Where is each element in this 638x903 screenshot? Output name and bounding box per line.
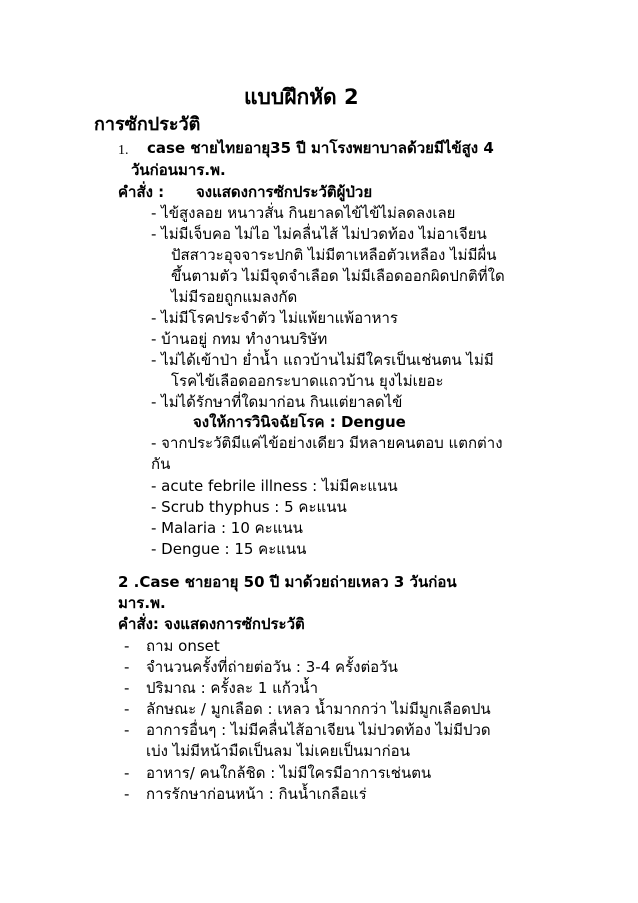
case2-bullet-text: ลักษณะ / มูกเลือด : เหลว น้ำมากกว่า ไม่มีมูกเลือดปน <box>146 700 491 718</box>
case1-score-3: - Malaria : 10 คะแนน <box>151 519 303 537</box>
case1-bullet-6: - ไม่ได้รักษาที่ใดมาก่อน กินแต่ยาลดไข้ <box>151 393 403 411</box>
case2-bullet <box>124 763 431 783</box>
case2-bullet-dash: - <box>124 679 130 697</box>
case2-bullet-text: การรักษาก่อนหน้า : กินน้ำเกลือแร่ <box>146 785 367 803</box>
case2-bullet-text: อาหาร/ คนใกล้ชิด : ไม่มีใครมีอาการเช่นตน <box>146 764 432 782</box>
case1-bullet-4: - บ้านอยู่ กทม ทำงานบริษัท <box>151 330 328 348</box>
case2-bullet <box>124 720 491 740</box>
case1-instruction-text: จงแสดงการซักประวัติผู้ป่วย <box>196 183 373 201</box>
case2-bullet-text: อาการอื่นๆ : ไม่มีคลื่นไส้อาเจียน ไม่ปวดท้อง ไม่มีปวด <box>146 721 491 739</box>
page-title: แบบฝึกหัด 2 <box>244 85 359 109</box>
case2-bullet-dash: - <box>124 721 130 739</box>
case1-answer-note-2: กัน <box>151 455 171 473</box>
section-heading: การซักประวัติ <box>94 114 201 135</box>
case2-bullet-text: ปริมาณ : ครั้งละ 1 แก้วน้ำ <box>146 679 318 697</box>
case1-diagnosis: จงให้การวินิจฉัยโรค : Dengue <box>193 413 406 431</box>
case1-number: 1. <box>118 143 129 158</box>
case2-bullet-text: เบ่ง ไม่มีหน้ามืดเป็นลม ไม่เคยเป็นมาก่อน <box>146 742 410 760</box>
case2-bullet-dash: - <box>124 658 130 676</box>
case1-bullet-2-cont-2: ขึ้นตามตัว ไม่มีจุดจำเลือด ไม่มีเลือดออกผิดปกติที่ใด <box>171 267 505 285</box>
case2-bullet-dash: - <box>124 785 130 803</box>
case1-score-2: - Scrub thyphus : 5 คะแนน <box>151 498 347 516</box>
case1-bullet-1: - ไข้สูงลอย หนาวสั่น กินยาลดไข้ไข้ไม่ลดลงเลย <box>151 204 456 222</box>
case2-instruction: คำสั่ง: จงแสดงการซักประวัติ <box>118 615 305 633</box>
case1-bullet-2-cont-1: ปัสสาวะอุจจาระปกติ ไม่มีตาเหลือตัวเหลือง ไม่มีผื่น <box>171 246 497 264</box>
case2-bullet-dash: - <box>124 637 130 655</box>
case2-bullet <box>124 636 220 656</box>
case2-bullet-dash: - <box>124 764 130 782</box>
case2-bullet <box>124 784 367 804</box>
case1-bullet-5: - ไม่ได้เข้าป่า ย่ำน้ำ แถวบ้านไม่มีใครเป็นเช่นตน ไม่มี <box>151 351 494 369</box>
case2-bullet <box>124 657 398 677</box>
case1-instruction-label: คำสั่ง : <box>118 183 165 201</box>
case2-bullet <box>124 699 491 719</box>
case2-bullet <box>124 678 318 698</box>
case1-bullet-2: - ไม่มีเจ็บคอ ไม่ไอ ไม่คลื่นไส้ ไม่ปวดท้อง ไม่อาเจียน <box>151 225 487 243</box>
case1-line1: case ชายไทยอายุ35 ปี มาโรงพยาบาลด้วยมีไข้สูง 4 <box>147 139 494 157</box>
case2-bullet-dash: - <box>124 700 130 718</box>
case2-line2: มาร.พ. <box>118 594 166 612</box>
case2-bullet-text: จำนวนครั้งที่ถ่ายต่อวัน : 3-4 ครั้งต่อวัน <box>146 658 398 676</box>
case1-answer-note-1: - จากประวัติมีแค่ไข้อย่างเดียว มีหลายคนตอบ แตกต่าง <box>151 434 503 452</box>
case1-bullet-2-cont-3: ไม่มีรอยถูกแมลงกัด <box>171 288 298 306</box>
case1-score-4: - Dengue : 15 คะแนน <box>151 540 307 558</box>
case2-line1: 2 .Case ชายอายุ 50 ปี มาด้วยถ่ายเหลว 3 วันก่อน <box>118 573 457 591</box>
case2-bullet-text: ถาม onset <box>146 637 220 655</box>
case1-line2: วันก่อนมาร.พ. <box>131 161 226 179</box>
case2-bullet-continuation <box>124 741 410 761</box>
case1-bullet-5-cont: โรคไข้เลือดออกระบาดแถวบ้าน ยุงไม่เยอะ <box>171 372 444 390</box>
case1-score-1: - acute febrile illness : ไม่มีคะแนน <box>151 477 398 495</box>
case1-bullet-3: - ไม่มีโรคประจำตัว ไม่แพ้ยาแพ้อาหาร <box>151 309 398 327</box>
